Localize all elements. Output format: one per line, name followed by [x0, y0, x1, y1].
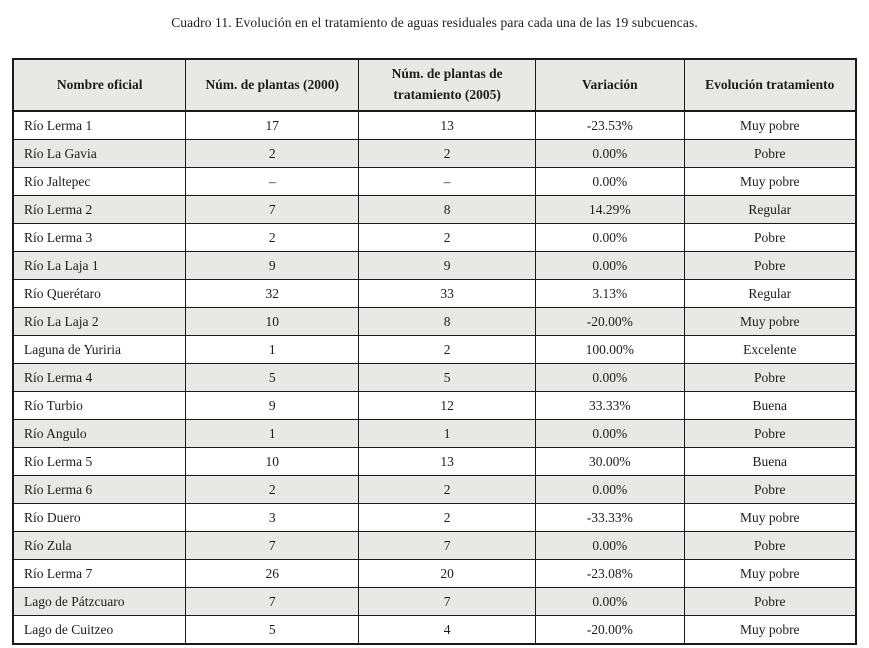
table-row — [13, 252, 856, 280]
table-row — [13, 392, 856, 420]
cell-plantas-2000: 5 — [186, 364, 359, 392]
header-row — [13, 59, 856, 111]
cell-variacion: -20.00% — [536, 308, 684, 336]
table-row — [13, 532, 856, 560]
cell-variacion: 0.00% — [536, 532, 684, 560]
cell-nombre-oficial: Río La Gavia — [13, 140, 186, 168]
cell-evolucion-tratamiento: Pobre — [684, 224, 856, 252]
table-row — [13, 140, 856, 168]
cell-plantas-2005: 2 — [359, 476, 536, 504]
cell-variacion: 0.00% — [536, 252, 684, 280]
table-row — [13, 196, 856, 224]
cell-plantas-2005: 2 — [359, 224, 536, 252]
cell-nombre-oficial: Laguna de Yuriria — [13, 336, 186, 364]
cell-plantas-2005: 13 — [359, 448, 536, 476]
cell-plantas-2000: – — [186, 168, 359, 196]
cell-plantas-2000: 7 — [186, 532, 359, 560]
cell-plantas-2005: 5 — [359, 364, 536, 392]
cell-variacion: 33.33% — [536, 392, 684, 420]
cell-evolucion-tratamiento: Pobre — [684, 364, 856, 392]
cell-nombre-oficial: Río Lerma 1 — [13, 111, 186, 140]
table-row — [13, 560, 856, 588]
cell-evolucion-tratamiento: Pobre — [684, 140, 856, 168]
cell-evolucion-tratamiento: Excelente — [684, 336, 856, 364]
table-row — [13, 588, 856, 616]
cell-plantas-2000: 2 — [186, 224, 359, 252]
cell-variacion: 0.00% — [536, 140, 684, 168]
cell-nombre-oficial: Río Lerma 7 — [13, 560, 186, 588]
cell-variacion: 0.00% — [536, 420, 684, 448]
table-row — [13, 280, 856, 308]
table-caption: Cuadro 11. Evolución en el tratamiento de aguas residuales para cada una de las 19 subcuencas. — [171, 15, 698, 30]
cell-nombre-oficial: Río Lerma 3 — [13, 224, 186, 252]
cell-plantas-2005: 4 — [359, 616, 536, 645]
cell-evolucion-tratamiento: Pobre — [684, 532, 856, 560]
cell-plantas-2000: 7 — [186, 196, 359, 224]
cell-variacion: 0.00% — [536, 588, 684, 616]
cell-plantas-2005: 7 — [359, 588, 536, 616]
cell-plantas-2000: 3 — [186, 504, 359, 532]
cell-plantas-2005: – — [359, 168, 536, 196]
cell-plantas-2000: 1 — [186, 420, 359, 448]
cell-variacion: 0.00% — [536, 476, 684, 504]
cell-plantas-2000: 10 — [186, 308, 359, 336]
cell-evolucion-tratamiento: Pobre — [684, 476, 856, 504]
column-header-plantas-2000: Núm. de plantas (2000) — [186, 59, 359, 111]
cell-evolucion-tratamiento: Muy pobre — [684, 111, 856, 140]
water-treatment-table — [12, 58, 857, 645]
cell-plantas-2000: 5 — [186, 616, 359, 645]
cell-plantas-2005: 33 — [359, 280, 536, 308]
cell-nombre-oficial: Río Lerma 5 — [13, 448, 186, 476]
cell-nombre-oficial: Río Querétaro — [13, 280, 186, 308]
cell-plantas-2005: 7 — [359, 532, 536, 560]
cell-evolucion-tratamiento: Regular — [684, 280, 856, 308]
table-row — [13, 224, 856, 252]
cell-nombre-oficial: Lago de Pátzcuaro — [13, 588, 186, 616]
cell-plantas-2000: 9 — [186, 392, 359, 420]
cell-plantas-2000: 26 — [186, 560, 359, 588]
cell-variacion: 0.00% — [536, 364, 684, 392]
table-row — [13, 168, 856, 196]
table-row — [13, 448, 856, 476]
cell-variacion: 14.29% — [536, 196, 684, 224]
cell-plantas-2000: 17 — [186, 111, 359, 140]
cell-variacion: -23.53% — [536, 111, 684, 140]
cell-nombre-oficial: Río Zula — [13, 532, 186, 560]
cell-evolucion-tratamiento: Muy pobre — [684, 504, 856, 532]
cell-nombre-oficial: Río La Laja 1 — [13, 252, 186, 280]
cell-plantas-2000: 10 — [186, 448, 359, 476]
cell-plantas-2000: 9 — [186, 252, 359, 280]
table-row — [13, 616, 856, 645]
column-header-plantas-2005: Núm. de plantas de tratamiento (2005) — [359, 59, 536, 111]
cell-variacion: -33.33% — [536, 504, 684, 532]
cell-nombre-oficial: Río Lerma 6 — [13, 476, 186, 504]
cell-variacion: -23.08% — [536, 560, 684, 588]
table-row — [13, 336, 856, 364]
cell-variacion: 3.13% — [536, 280, 684, 308]
cell-plantas-2005: 13 — [359, 111, 536, 140]
column-header-nombre-oficial: Nombre oficial — [13, 59, 186, 111]
table-row — [13, 111, 856, 140]
cell-plantas-2005: 20 — [359, 560, 536, 588]
cell-nombre-oficial: Río La Laja 2 — [13, 308, 186, 336]
table-row — [13, 364, 856, 392]
cell-plantas-2005: 12 — [359, 392, 536, 420]
cell-plantas-2005: 1 — [359, 420, 536, 448]
cell-plantas-2005: 2 — [359, 140, 536, 168]
cell-nombre-oficial: Río Jaltepec — [13, 168, 186, 196]
column-header-variacion: Variación — [536, 59, 684, 111]
cell-evolucion-tratamiento: Regular — [684, 196, 856, 224]
column-header-evolucion: Evolución tratamiento — [684, 59, 856, 111]
cell-variacion: 30.00% — [536, 448, 684, 476]
cell-evolucion-tratamiento: Pobre — [684, 252, 856, 280]
cell-evolucion-tratamiento: Buena — [684, 392, 856, 420]
cell-plantas-2005: 2 — [359, 336, 536, 364]
cell-evolucion-tratamiento: Buena — [684, 448, 856, 476]
cell-plantas-2005: 9 — [359, 252, 536, 280]
table-row — [13, 420, 856, 448]
cell-variacion: -20.00% — [536, 616, 684, 645]
table-body — [13, 111, 856, 644]
cell-nombre-oficial: Río Turbio — [13, 392, 186, 420]
cell-plantas-2000: 2 — [186, 476, 359, 504]
cell-plantas-2000: 7 — [186, 588, 359, 616]
cell-evolucion-tratamiento: Pobre — [684, 588, 856, 616]
cell-plantas-2000: 2 — [186, 140, 359, 168]
cell-variacion: 100.00% — [536, 336, 684, 364]
table-row — [13, 504, 856, 532]
cell-nombre-oficial: Río Duero — [13, 504, 186, 532]
cell-evolucion-tratamiento: Muy pobre — [684, 560, 856, 588]
cell-evolucion-tratamiento: Muy pobre — [684, 616, 856, 645]
cell-evolucion-tratamiento: Muy pobre — [684, 168, 856, 196]
cell-nombre-oficial: Lago de Cuitzeo — [13, 616, 186, 645]
table-row — [13, 308, 856, 336]
cell-variacion: 0.00% — [536, 168, 684, 196]
table-row — [13, 476, 856, 504]
cell-variacion: 0.00% — [536, 224, 684, 252]
cell-plantas-2000: 1 — [186, 336, 359, 364]
cell-plantas-2005: 2 — [359, 504, 536, 532]
cell-evolucion-tratamiento: Muy pobre — [684, 308, 856, 336]
cell-nombre-oficial: Río Lerma 2 — [13, 196, 186, 224]
cell-plantas-2005: 8 — [359, 308, 536, 336]
table-header — [13, 59, 856, 111]
cell-nombre-oficial: Río Lerma 4 — [13, 364, 186, 392]
cell-plantas-2000: 32 — [186, 280, 359, 308]
cell-evolucion-tratamiento: Pobre — [684, 420, 856, 448]
cell-nombre-oficial: Río Angulo — [13, 420, 186, 448]
cell-plantas-2005: 8 — [359, 196, 536, 224]
